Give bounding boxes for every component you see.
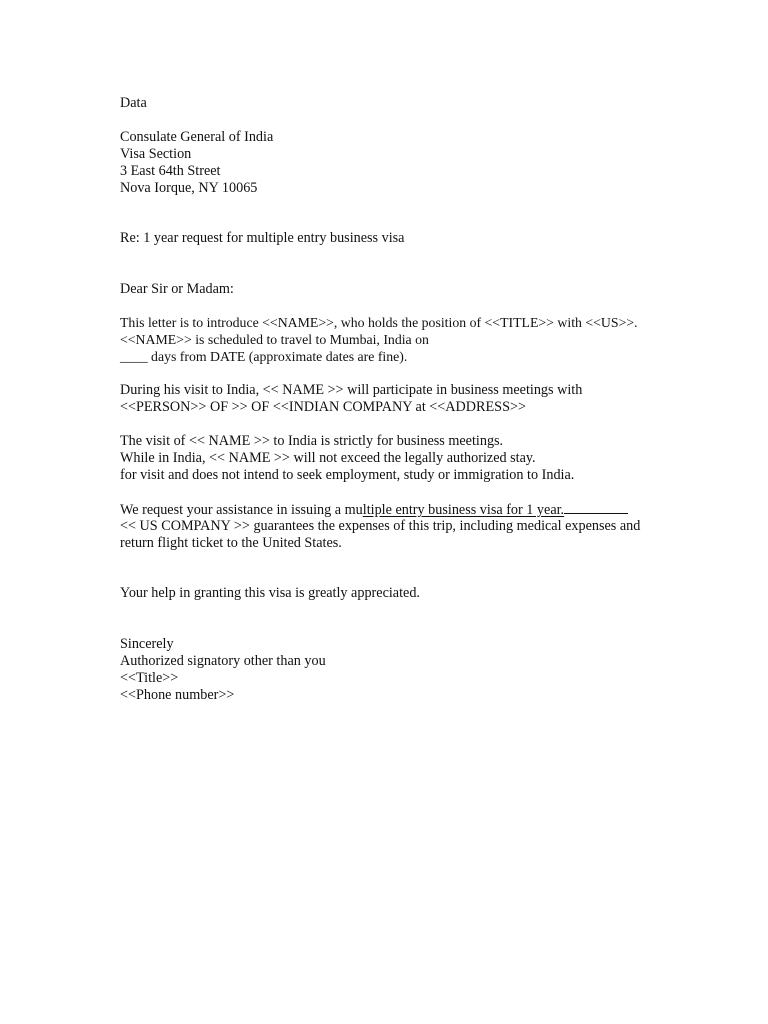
- visit-terms-paragraph: [120, 433, 680, 484]
- purpose-line-1: During his visit to India, << NAME >> will participate in business meetings with: [120, 382, 583, 398]
- request-paragraph: [120, 501, 680, 552]
- salutation: Dear Sir or Madam:: [120, 281, 234, 297]
- letter-page: [120, 95, 680, 704]
- intro-line-3: ____ days from DATE (approximate dates are fine).: [120, 349, 408, 364]
- closing-paragraph: Your help in granting this visa is greatly appreciated.: [120, 585, 420, 601]
- intro-line-1: This letter is to introduce <<NAME>>, who holds the position of <<TITLE>> with <<US>>.: [120, 315, 638, 330]
- intro-line-2: <<NAME>> is scheduled to travel to Mumbai, India on: [120, 332, 429, 347]
- introduction-paragraph: [120, 314, 680, 365]
- subject-line: Re: 1 year request for multiple entry business visa: [120, 230, 405, 246]
- terms-line-3: for visit and does not intend to seek employment, study or immigration to India.: [120, 467, 575, 483]
- signature-line-1: Sincerely: [120, 636, 174, 652]
- request-line-3: return flight ticket to the United States.: [120, 535, 342, 551]
- signature-line-2: Authorized signatory other than you: [120, 653, 326, 669]
- request-line-2: << US COMPANY >> guarantees the expenses of this trip, including medical expenses and: [120, 518, 641, 534]
- request-line-1-start: We request your assistance in issuing a mu: [120, 502, 363, 518]
- terms-line-1: The visit of << NAME >> to India is strictly for business meetings.: [120, 433, 504, 449]
- recipient-line-3: 3 East 64th Street: [120, 163, 221, 179]
- request-blank-line: [564, 501, 628, 514]
- purpose-line-2: <<PERSON>> OF >> OF <<INDIAN COMPANY at <<ADDRESS>>: [120, 399, 526, 415]
- request-line-1-underlined: ltiple entry business visa for 1 year.: [362, 502, 565, 518]
- recipient-address: [120, 129, 680, 197]
- signature-block: [120, 636, 680, 704]
- visit-purpose-paragraph: [120, 382, 680, 416]
- recipient-line-1: Consulate General of India: [120, 129, 274, 145]
- recipient-line-2: Visa Section: [120, 146, 192, 162]
- terms-line-2: While in India, << NAME >> will not exceed the legally authorized stay.: [120, 450, 536, 466]
- signature-line-4: <<Phone number>>: [120, 687, 235, 703]
- recipient-line-4: Nova Iorque, NY 10065: [120, 180, 258, 196]
- signature-line-3: <<Title>>: [120, 670, 179, 686]
- request-line-1: [120, 501, 680, 518]
- letter-date: Data: [120, 95, 147, 111]
